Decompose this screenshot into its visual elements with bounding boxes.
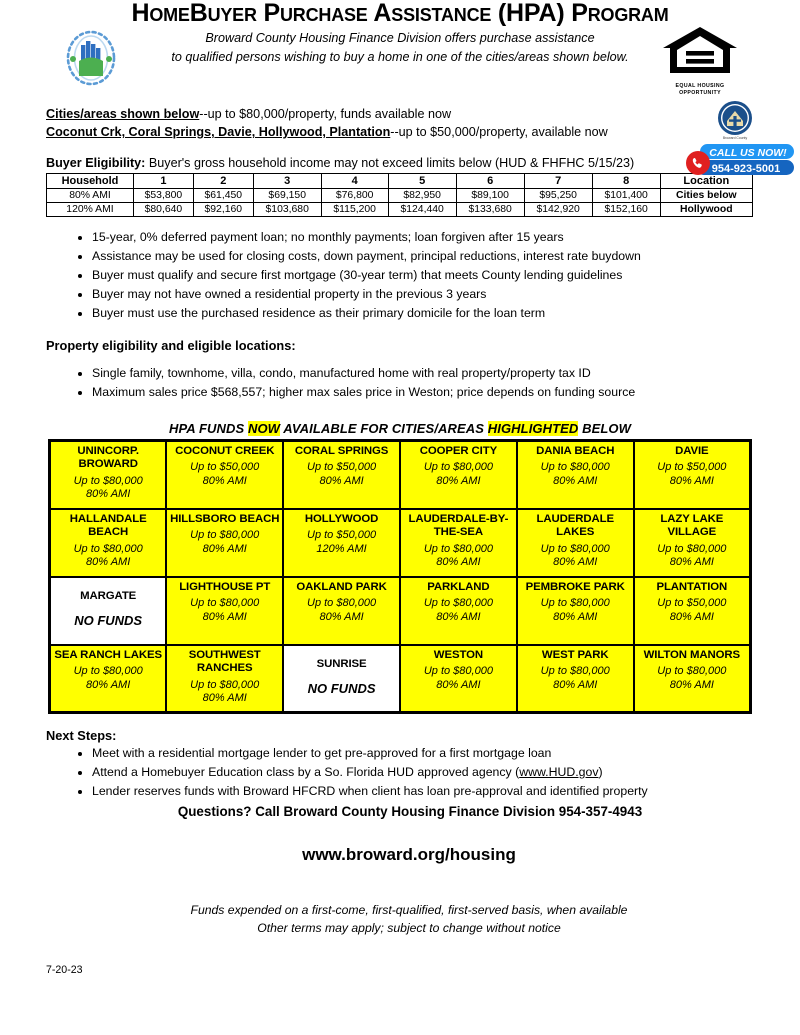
city-amount: Up to $80,000 (423, 461, 493, 474)
income-cell-1-1: $92,160 (193, 203, 253, 217)
phone-icon (686, 151, 710, 175)
eho-label-line2: OPPORTUNITY (679, 89, 721, 96)
no-funds-label: NO FUNDS (307, 680, 376, 696)
property-eligibility-list (0, 364, 800, 402)
city-amount: Up to $50,000 (307, 529, 377, 542)
income-cell-0-4: $82,950 (388, 189, 456, 203)
city-cell (517, 509, 634, 577)
city-amount: Up to $80,000 (657, 542, 727, 555)
city-cell (517, 577, 634, 645)
questions-line: Questions? Call Broward County Housing Finance Division 954-357-4943 (177, 803, 643, 819)
call-us-phone-number: 954-923-5001 (711, 163, 781, 175)
banner-highlight-highlighted: HIGHLIGHTED (487, 420, 579, 436)
cities-line-2 (46, 123, 800, 141)
city-amount: Up to $80,000 (307, 597, 377, 610)
list-item: • Buyer must qualify and secure first mortgage (30-year term) that meets County lending guidelines (92, 266, 800, 285)
city-amount: Up to $80,000 (73, 542, 143, 555)
city-cell (283, 440, 400, 508)
city-ami: 80% AMI (86, 678, 131, 691)
list-item: • Assistance may be used for closing costs, down payment, principal reductions, interest rate buydown (92, 247, 800, 266)
cities-line-1-rest: --up to $80,000/property, funds available now (199, 107, 452, 121)
income-col-header-8: 8 (592, 174, 660, 189)
cities-line-2-rest: --up to $50,000/property, available now (390, 125, 608, 140)
income-cell-0-5: $89,100 (456, 189, 524, 203)
list-item: • Maximum sales price $568,557; higher max sales price in Weston; price depends on funding source (92, 383, 800, 402)
city-amount: Up to $80,000 (423, 597, 493, 610)
buyer-eligibility-label: Buyer Eligibility: (46, 156, 146, 171)
city-amount: Up to $80,000 (190, 597, 260, 610)
next-step-text-end: ) (598, 765, 603, 780)
property-eligibility-heading: Property eligibility and eligible locations: (46, 338, 296, 354)
cities-line-1-bold: Cities/areas shown below (46, 107, 200, 121)
city-ami: 80% AMI (669, 610, 714, 623)
city-cell (634, 645, 751, 713)
income-cell-0-1: $61,450 (193, 189, 253, 203)
income-col-header-5: 5 (388, 174, 456, 189)
list-item: • Buyer must use the purchased residence as their primary domicile for the loan term (92, 304, 800, 323)
banner-part-3: BELOW (578, 420, 631, 436)
table-row (47, 203, 753, 217)
date-stamp: 7-20-23 (46, 964, 83, 976)
city-cell (283, 509, 400, 577)
city-name: MARGATE (80, 590, 137, 603)
city-cell (517, 645, 634, 713)
income-row-location: Cities below (660, 189, 752, 203)
income-col-header-2: 2 (193, 174, 253, 189)
income-col-header-1: 1 (133, 174, 193, 189)
city-ami: 80% AMI (436, 555, 481, 568)
income-row-label: 120% AMI (47, 203, 134, 217)
city-cell (634, 577, 751, 645)
city-name: WESTON (433, 648, 483, 661)
city-name: LIGHTHOUSE PT (179, 580, 271, 593)
page-title: HomeBuyer Purchase Assistance (HPA) Program (131, 0, 669, 27)
call-us-now-badge[interactable] (684, 143, 796, 179)
city-grid-row (50, 645, 751, 713)
eho-label-line1: EQUAL HOUSING (675, 83, 725, 89)
income-col-header-9: Location (660, 174, 752, 189)
city-amount: Up to $80,000 (73, 665, 143, 678)
city-name: HOLLYWOOD (304, 512, 379, 525)
city-cell (166, 645, 283, 713)
city-name: DANIA BEACH (536, 444, 615, 457)
income-cell-1-5: $133,680 (456, 203, 524, 217)
income-cell-0-0: $53,800 (133, 189, 193, 203)
funds-available-banner (0, 421, 800, 436)
city-amount: Up to $80,000 (540, 597, 610, 610)
list-item: • Single family, townhome, villa, condo, manufactured home with real property/property tax ID (92, 364, 800, 383)
list-item: • 15-year, 0% deferred payment loan; no monthly payments; loan forgiven after 15 years (92, 228, 800, 247)
city-ami: 80% AMI (553, 555, 598, 568)
website-url[interactable]: www.broward.org/housing (302, 844, 516, 864)
income-limits-table (46, 173, 753, 217)
city-amount: Up to $80,000 (540, 542, 610, 555)
list-item: • Lender reserves funds with Broward HFCRD when client has loan pre-approval and identified property (92, 782, 800, 801)
city-cell (166, 440, 283, 508)
city-amount: Up to $80,000 (540, 461, 610, 474)
city-cell (50, 577, 167, 645)
loan-terms-list (0, 228, 800, 322)
city-amount: Up to $80,000 (540, 665, 610, 678)
city-ami: 80% AMI (553, 474, 598, 487)
broward-county-logo-icon (62, 28, 120, 88)
city-grid-row (50, 509, 751, 577)
city-ami: 80% AMI (202, 610, 247, 623)
city-cell (166, 509, 283, 577)
income-row-label: 80% AMI (47, 189, 134, 203)
city-grid-row (50, 577, 751, 645)
city-ami: 80% AMI (202, 474, 247, 487)
city-name: DAVIE (675, 444, 709, 457)
broward-county-seal-icon (713, 99, 757, 143)
list-item (92, 763, 800, 782)
list-item: • Meet with a residential mortgage lender to get pre-approved for a first mortgage loan (92, 744, 800, 763)
city-ami: 80% AMI (669, 555, 714, 568)
no-funds-label: NO FUNDS (74, 612, 143, 628)
city-cell (283, 645, 400, 713)
cities-line-2-bold: Coconut Crk, Coral Springs, Davie, Hollywood, Plantation (46, 125, 391, 140)
subtitle-line-1: Broward County Housing Finance Division offers purchase assistance (205, 30, 595, 45)
city-amount: Up to $80,000 (423, 665, 493, 678)
income-cell-1-6: $142,920 (524, 203, 592, 217)
next-step-text: Attend a Homebuyer Education class by a So. Florida HUD approved agency ( (92, 765, 520, 780)
table-row (47, 189, 753, 203)
next-steps-heading: Next Steps: (46, 728, 117, 744)
income-col-header-4: 4 (321, 174, 388, 189)
income-cell-1-7: $152,160 (592, 203, 660, 217)
income-cell-0-2: $69,150 (253, 189, 321, 203)
cities-summary (46, 105, 800, 141)
city-grid-row (50, 440, 751, 508)
city-name: UNINCORP. BROWARD (77, 444, 139, 471)
income-row-location: Hollywood (660, 203, 752, 217)
income-cell-0-7: $101,400 (592, 189, 660, 203)
city-amount: Up to $80,000 (657, 665, 727, 678)
city-cell (50, 645, 167, 713)
city-name: HILLSBORO BEACH (170, 512, 280, 525)
city-cell (50, 509, 167, 577)
city-cell (283, 577, 400, 645)
subtitle-line-2: to qualified persons wishing to buy a home in one of the cities/areas shown below. (171, 50, 629, 65)
fine-print (0, 901, 800, 938)
city-amount: Up to $80,000 (73, 474, 143, 487)
city-ami: 80% AMI (436, 610, 481, 623)
city-name: PEMBROKE PARK (525, 580, 625, 593)
city-name: SOUTHWEST RANCHES (188, 648, 261, 675)
banner-highlight-now: NOW (247, 420, 281, 436)
banner-part-1: HPA FUNDS (168, 420, 248, 436)
city-name: SEA RANCH LAKES (54, 648, 162, 661)
city-amount: Up to $50,000 (307, 461, 377, 474)
svg-text:Broward County: Broward County (722, 136, 748, 140)
city-cell (400, 440, 517, 508)
city-ami: 120% AMI (316, 542, 367, 555)
city-name: HALLANDALE BEACH (69, 512, 147, 539)
city-ami: 80% AMI (202, 691, 247, 704)
city-name: OAKLAND PARK (296, 580, 387, 593)
income-cell-1-2: $103,680 (253, 203, 321, 217)
list-item: • Buyer may not have owned a residential property in the previous 3 years (92, 285, 800, 304)
city-ami: 80% AMI (86, 488, 131, 501)
city-funding-grid (48, 439, 752, 714)
city-ami: 80% AMI (436, 678, 481, 691)
city-amount: Up to $80,000 (190, 678, 260, 691)
buyer-eligibility-note: Buyer's gross household income may not exceed limits below (HUD & FHFHC 5/15/23) (145, 156, 635, 171)
income-col-header-7: 7 (524, 174, 592, 189)
city-amount: Up to $50,000 (657, 461, 727, 474)
income-col-header-6: 6 (456, 174, 524, 189)
city-ami: 80% AMI (669, 678, 714, 691)
city-ami: 80% AMI (86, 555, 131, 568)
city-name: LAUDERDALE LAKES (536, 512, 614, 539)
hud-gov-link[interactable]: www.HUD.gov (519, 765, 599, 780)
city-ami: 80% AMI (319, 610, 364, 623)
table-header-row (47, 174, 753, 189)
document-header (0, 0, 800, 96)
city-cell (400, 509, 517, 577)
fine-print-line-2: Other terms may apply; subject to change without notice (257, 921, 561, 936)
city-name: PARKLAND (427, 580, 490, 593)
city-ami: 80% AMI (436, 474, 481, 487)
city-cell (400, 645, 517, 713)
city-amount: Up to $50,000 (657, 597, 727, 610)
city-name: WEST PARK (541, 648, 609, 661)
city-cell (50, 440, 167, 508)
banner-part-2: AVAILABLE FOR CITIES/AREAS (280, 420, 488, 436)
city-ami: 80% AMI (669, 474, 714, 487)
income-col-header-3: 3 (253, 174, 321, 189)
next-steps-list (0, 744, 800, 800)
city-name: WILTON MANORS (643, 648, 740, 661)
city-name: LAZY LAKE VILLAGE (660, 512, 724, 539)
city-amount: Up to $80,000 (190, 529, 260, 542)
city-name: PLANTATION (656, 580, 728, 593)
city-amount: Up to $50,000 (190, 461, 260, 474)
city-cell (517, 440, 634, 508)
city-ami: 80% AMI (553, 678, 598, 691)
cities-line-1 (46, 105, 800, 123)
fine-print-line-1: Funds expended on a first-come, first-qualified, first-served basis, when available (190, 902, 628, 917)
city-name: SUNRISE (316, 658, 367, 671)
income-col-header-0: Household (47, 174, 134, 189)
income-cell-1-0: $80,640 (133, 203, 193, 217)
equal-housing-icon (661, 24, 739, 76)
income-cell-1-4: $124,440 (388, 203, 456, 217)
city-ami: 80% AMI (202, 542, 247, 555)
city-name: COOPER CITY (419, 444, 498, 457)
income-cell-1-3: $115,200 (321, 203, 388, 217)
city-ami: 80% AMI (319, 474, 364, 487)
city-name: CORAL SPRINGS (294, 444, 389, 457)
city-cell (634, 509, 751, 577)
city-cell (400, 577, 517, 645)
income-cell-0-6: $95,250 (524, 189, 592, 203)
call-us-now-label: CALL US NOW! (709, 147, 787, 159)
city-ami: 80% AMI (553, 610, 598, 623)
income-cell-0-3: $76,800 (321, 189, 388, 203)
city-cell (634, 440, 751, 508)
city-cell (166, 577, 283, 645)
equal-housing-opportunity-logo (660, 24, 740, 96)
city-name: LAUDERDALE-BY-THE-SEA (408, 512, 509, 539)
city-amount: Up to $80,000 (423, 542, 493, 555)
city-name: COCONUT CREEK (175, 444, 275, 457)
